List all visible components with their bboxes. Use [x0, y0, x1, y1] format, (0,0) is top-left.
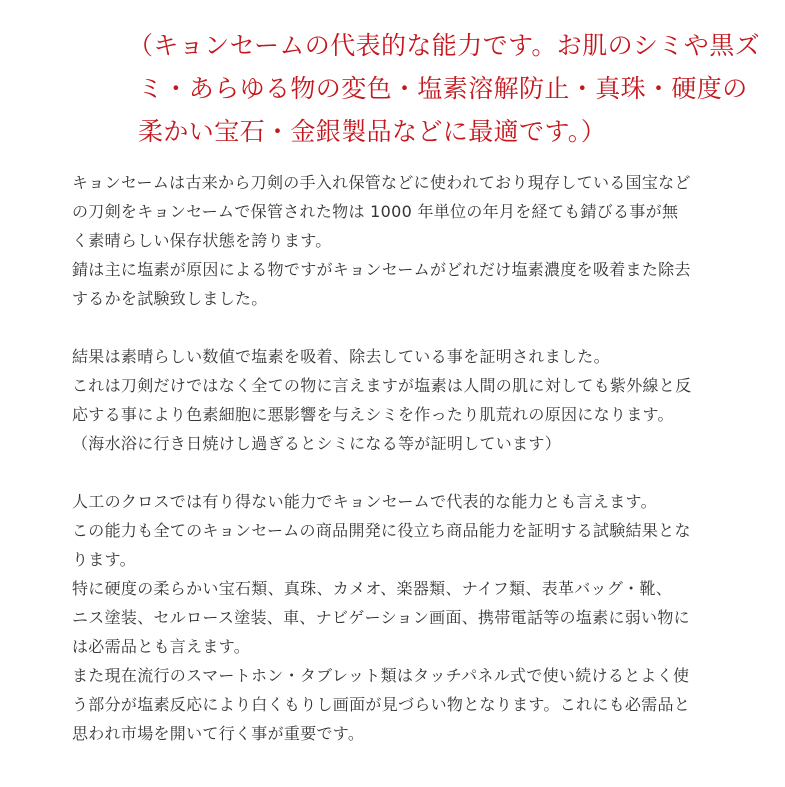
text-line: この能力も全てのキョンセームの商品開発に役立ち商品能力を証明する試験結果とな: [72, 521, 691, 540]
text-line: 特に硬度の柔らかい宝石類、真珠、カメオ、楽器類、ナイフ類、表革バッグ・靴、: [72, 579, 673, 598]
text-line: また現在流行のスマートホン・タブレット類はタッチパネル式で使い続けるとよく使: [72, 666, 690, 685]
text-line: く素晴らしい保存状態を誇ります。: [72, 231, 332, 250]
text-line: 思われ市場を開いて行く事が重要です。: [72, 724, 365, 743]
text-line: ります。: [72, 550, 136, 569]
text-line: の刀剣をキョンセームで保管された物は 1000 年単位の年月を経ても錆びる事が無: [72, 202, 679, 221]
paragraph-2: [72, 342, 732, 458]
paragraph-1: [72, 168, 732, 313]
text-line: 応する事により色素細胞に悪影響を与えシミを作ったり肌荒れの原因になります。: [72, 405, 674, 424]
text-line: ニス塗装、セルロース塗装、車、ナビゲーション画面、携帯電話等の塩素に弱い物に: [72, 608, 690, 627]
text-line: 結果は素晴らしい数値で塩素を吸着、除去している事を証明されました。: [72, 347, 610, 366]
body-text: [72, 168, 732, 748]
text-line: （海水浴に行き日焼けし過ぎるとシミになる等が証明しています）: [72, 434, 562, 453]
headline-line: （キョンセームの代表的な能力です。お肌のシミや黒ズ: [128, 31, 761, 60]
headline-line: 柔かい宝石・金銀製品などに最適です。）: [138, 117, 607, 146]
paragraph-gap: [72, 458, 732, 487]
text-line: これは刀剣だけではなく全ての物に言えますが塩素は人間の肌に対しても紫外線と反: [72, 376, 692, 395]
text-line: するかを試験致しました。: [72, 289, 268, 308]
headline-line: ミ・あらゆる物の変色・塩素溶解防止・真珠・硬度の: [138, 74, 748, 103]
paragraph-gap: [72, 313, 732, 342]
text-line: は必需品とも言えます。: [72, 637, 251, 656]
text-line: う部分が塩素反応により白くもりし画面が見づらい物となります。これにも必需品と: [72, 695, 691, 714]
headline: [128, 24, 761, 153]
paragraph-3: [72, 487, 732, 748]
text-line: キョンセームは古来から刀剣の手入れ保管などに使われており現存している国宝など: [72, 173, 691, 192]
text-line: 人工のクロスでは有り得ない能力でキョンセームで代表的な能力とも言えます。: [72, 492, 657, 511]
text-line: 錆は主に塩素が原因による物ですがキョンセームがどれだけ塩素濃度を吸着また除去: [72, 260, 691, 279]
